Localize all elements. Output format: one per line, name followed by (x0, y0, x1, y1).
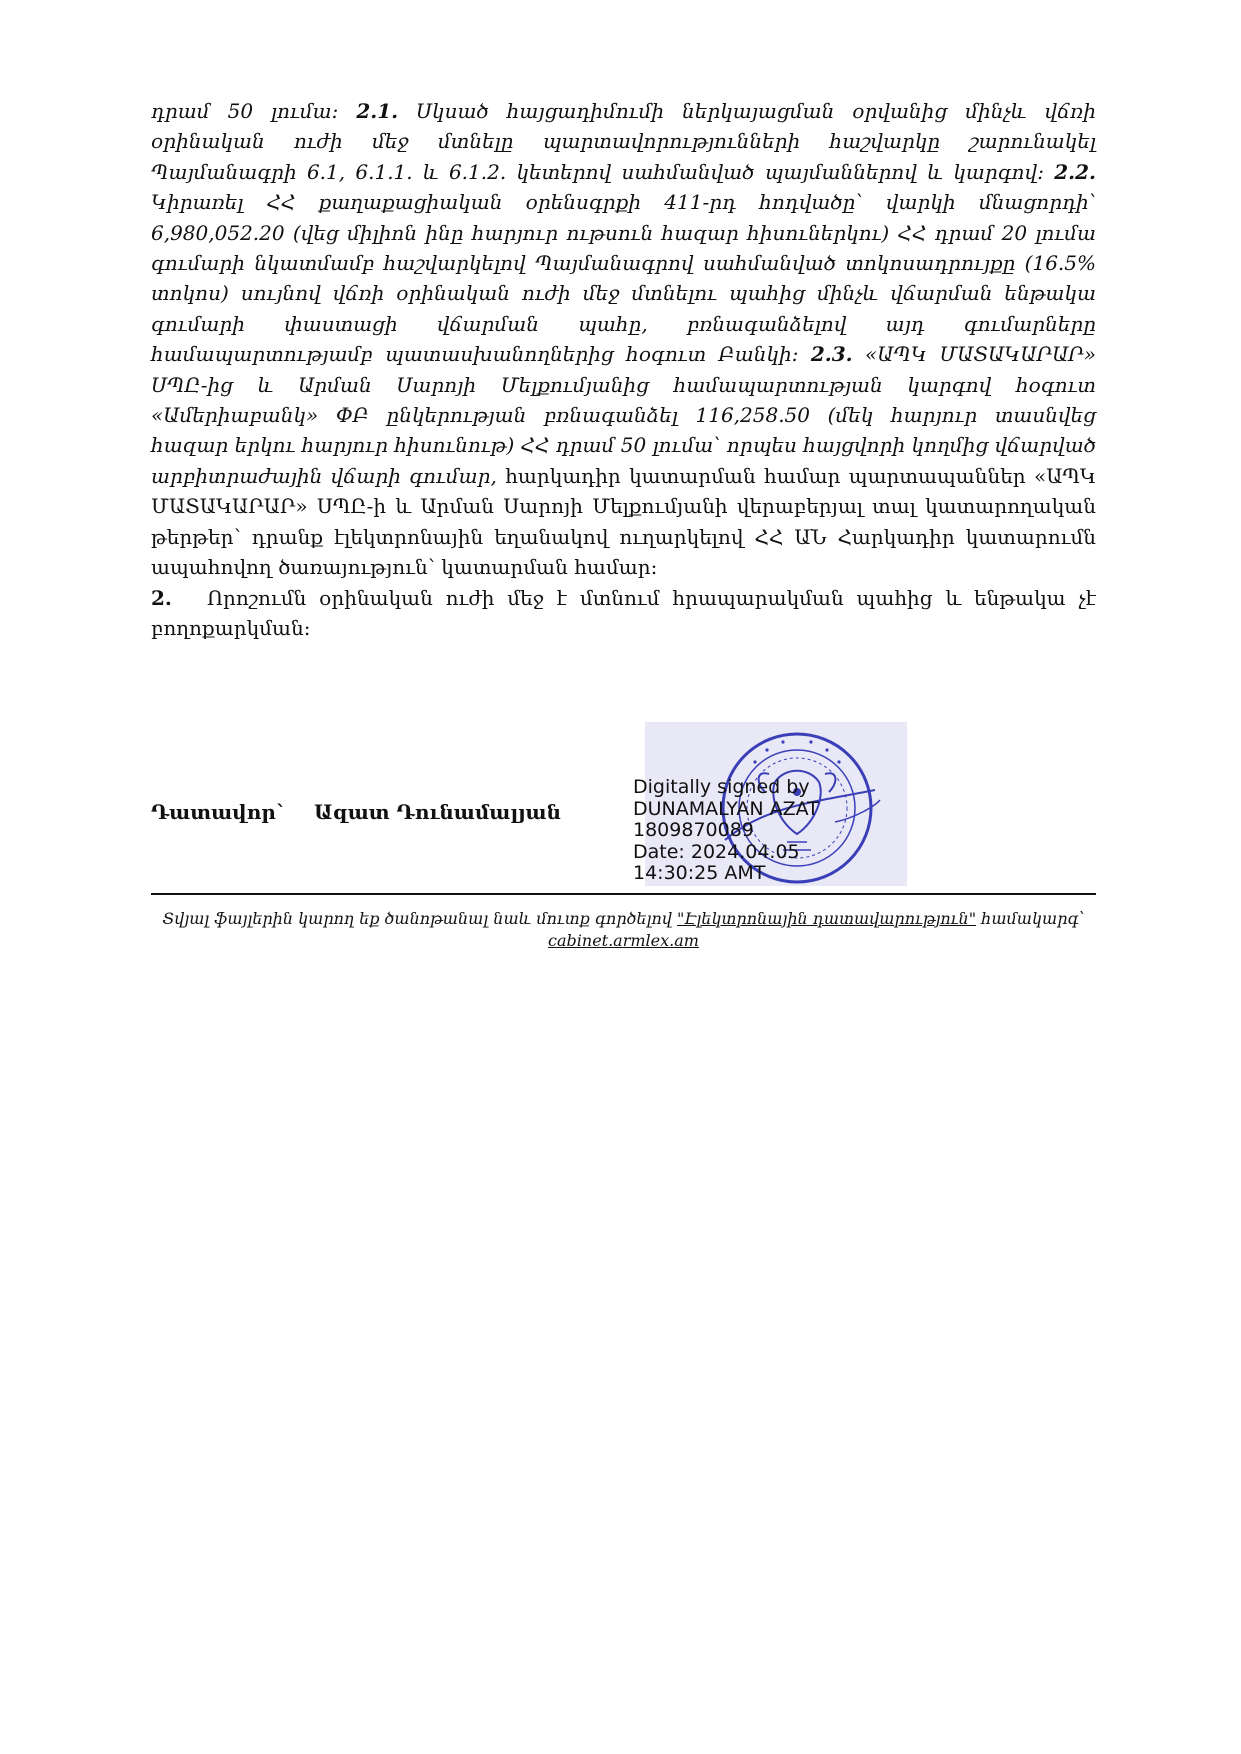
signature-block (151, 710, 1096, 890)
signature-line: Digitally signed by (633, 776, 810, 798)
footer-note (151, 908, 1096, 952)
clause-number-2-3: 2.3. (810, 342, 853, 367)
clause-number-2-2: 2.2. (1054, 159, 1096, 184)
e-litigation-link[interactable]: "Էլեկտրոնային դատավարություն" (677, 909, 977, 928)
paragraph-2 (151, 583, 1096, 644)
text-segment: «ԱՊԿ ՄԱՏԱԿԱՐԱՐ» ՍՊԸ-ից և Արման Սարոյի Մելքումյանից համապարտության կարգով հօգուտ «Ամերիաբանկ» ՓԲ ընկերության բռնագանձել 116,258.50 (մեկ հարյուր տասնվեց հազար երկու հարյուր հիսունութ) ՀՀ դրամ 50 լումա՝ որպես հայցվորի կողմից վճարված արբիտրաժային վճարի գումար, (151, 342, 1096, 488)
digital-signature-text (633, 777, 819, 885)
decision-body (151, 96, 1096, 643)
text-segment: դրամ 50 լումա: (151, 99, 357, 123)
footer-text: Տվյալ ֆայլերին կարող եք ծանոթանալ նաև մուտք գործելով (162, 909, 677, 928)
judge-name: Ազատ Դունամալյան (314, 800, 562, 824)
footer-text: համակարգ՝ (976, 909, 1085, 928)
point-number: 2. (151, 585, 172, 610)
judge-label: Դատավոր` (151, 800, 286, 824)
text-segment: հարկադիր կատարման համար պարտապաններ «ԱՊԿ ՄԱՏԱԿԱՐԱՐ» ՍՊԸ-ի և Արման Սարոյի Մելքումյանի վերաբերյալ տալ կատարողական թերթեր՝ դրանք էլեկտրոնային եղանակով ուղարկելով ՀՀ ԱՆ Հարկադիր կատարումն ապահովող ծառայություն՝ կատարման համար: (151, 463, 1096, 580)
paragraph-1 (151, 96, 1096, 583)
signature-signer: DUNAMALYAN AZAT (633, 797, 819, 820)
footer-divider (151, 893, 1096, 895)
signature-time: 14:30:25 AMT (633, 862, 766, 884)
text-segment: Կիրառել ՀՀ քաղաքացիական օրենսգրքի 411-րդ հոդվածը՝ վարկի մնացորդի՝ 6,980,052.20 (վեց միլիոն ինը հարյուր ութսուն հազար հիսուներկու) ՀՀ դրամ 20 լումա գումարի նկատմամբ հաշվարկելով Պայմանագրով սահմանված տոկոսադրույքը (16.5% տոկոս) սույնով վճռի օրինական ուժի մեջ մտնելու պահից մինչև վճարման ենթակա գումարի փաստացի վճարման պահը, բռնագանձելով այդ գումարները համապարտությամբ պատասխանողներից հօգուտ Բանկի: (151, 190, 1096, 367)
paragraph-text: Որոշումն օրինական ուժի մեջ է մտնում հրապարակման պահից և ենթակա չէ բողոքարկման: (151, 585, 1096, 640)
signature-id: 1809870089 (633, 819, 754, 841)
text-segment: Սկսած հայցադիմումի ներկայացման օրվանից մինչև վճռի օրինական ուժի մեջ մտնելը պարտավորությունների հաշվարկը շարունակել Պայմանագրի 6.1, 6.1.1. և 6.1.2. կետերով սահմանված պայմաններով և կարգով: (151, 99, 1097, 184)
cabinet-site-link[interactable]: cabinet.armlex.am (548, 931, 699, 950)
clause-number-2-1: 2.1. (356, 99, 399, 123)
signature-date: Date: 2024.04.05 (633, 840, 800, 863)
